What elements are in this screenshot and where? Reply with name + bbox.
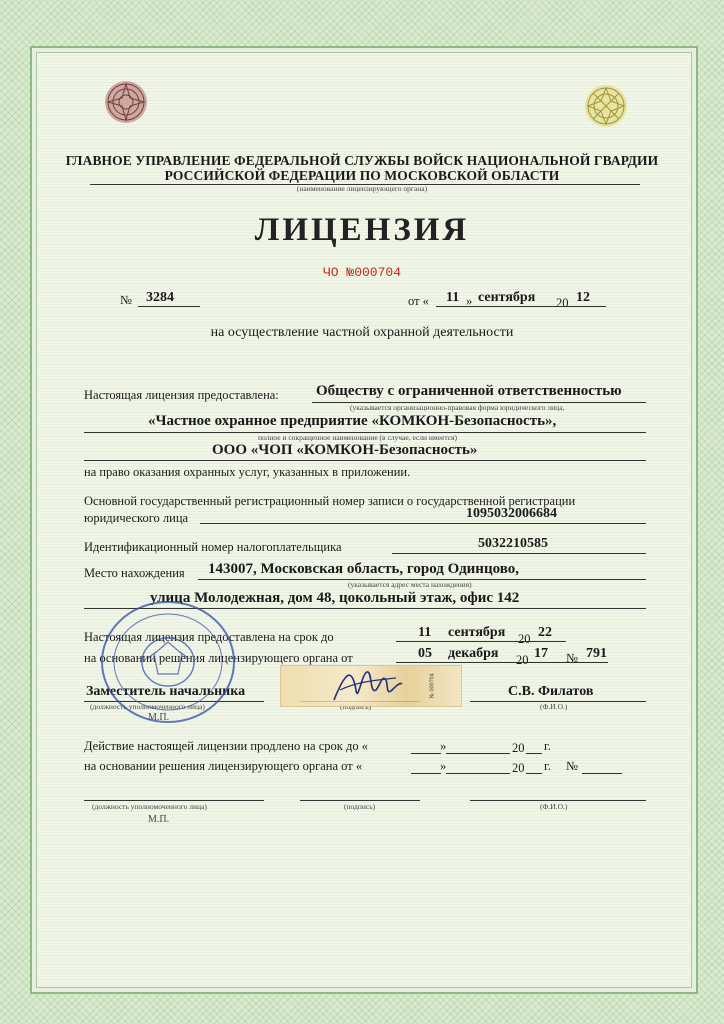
ogrn-value: 1095032006684 <box>466 506 557 521</box>
ext-line1-a: Действие настоящей лицензии продлено на срок до « <box>84 739 368 753</box>
inn-value: 5032210585 <box>478 536 548 551</box>
date-month: сентября <box>478 290 536 305</box>
granted-line-3: ООО «ЧОП «КОМКОН-Безопасность» <box>212 442 478 458</box>
term-day: 11 <box>418 625 432 640</box>
date-year-prefix: 20 <box>556 296 569 310</box>
date-quote: » <box>466 294 473 308</box>
granted-label: Настоящая лицензия предоставлена: <box>84 388 279 402</box>
left-rosette-emblem <box>104 80 148 124</box>
ogrn-label-2: юридического лица <box>84 511 189 525</box>
inn-label: Идентификационный номер налогоплательщика <box>84 540 342 554</box>
ext-line2-e: № <box>566 759 578 773</box>
round-seal <box>96 596 246 726</box>
number-label: № <box>120 293 132 307</box>
series-number: ЧО №000704 <box>322 265 401 280</box>
ext-mp: М.П. <box>148 814 170 825</box>
decision-no: 791 <box>586 646 607 661</box>
authority-caption: (наименование лицензирующего органа) <box>296 184 428 193</box>
granted-caption-2: полное и сокращенное наименование (в случае, если имеется) <box>258 433 457 442</box>
decision-day: 05 <box>418 646 432 661</box>
authority-line-1: ГЛАВНОЕ УПРАВЛЕНИЕ ФЕДЕРАЛЬНОЙ СЛУЖБЫ ВОЙСК НАЦИОНАЛЬНОЙ ГВАРДИИ <box>65 153 659 168</box>
ext-line2-d: г. <box>544 759 551 773</box>
decision-year: 17 <box>534 646 548 661</box>
hologram-serial: № 000704 <box>429 673 436 699</box>
decision-no-label: № <box>566 651 578 665</box>
signer-position-caption: (должность уполномоченного лица) <box>90 702 205 711</box>
signer-name: С.В. Филатов <box>508 684 594 699</box>
ext-position-caption: (должность уполномоченного лица) <box>92 802 207 811</box>
term-year: 22 <box>538 625 552 640</box>
address-caption: (указывается адрес места нахождения) <box>348 580 472 589</box>
right-rosette-emblem <box>584 84 628 128</box>
term-label-1: Настоящая лицензия предоставлена на срок до <box>84 630 334 644</box>
ext-signature-caption: (подпись) <box>344 802 376 811</box>
document-title: ЛИЦЕНЗИЯ <box>254 212 470 248</box>
license-subject: на осуществление частной охранной деятельности <box>210 325 514 340</box>
ext-line2-c: 20 <box>512 761 525 775</box>
date-day: 11 <box>446 290 460 305</box>
ext-line1-c: 20 <box>512 741 525 755</box>
term-year-prefix: 20 <box>518 632 531 646</box>
address-label: Место нахождения <box>84 566 185 580</box>
decision-year-prefix: 20 <box>516 653 529 667</box>
decision-month: декабря <box>448 646 499 661</box>
address-line-2: улица Молодежная, дом 48, цокольный этаж, офис 142 <box>150 590 520 606</box>
granted-line-1: Обществу с ограниченной ответственностью <box>316 383 622 399</box>
ext-line2-b: » <box>440 759 447 773</box>
ogrn-label-1: Основной государственный регистрационный номер записи о государственной регистрации <box>84 494 576 508</box>
ext-line1-d: г. <box>544 739 551 753</box>
license-number: 3284 <box>146 290 174 305</box>
authority-line-2: РОССИЙСКОЙ ФЕДЕРАЦИИ ПО МОСКОВСКОЙ ОБЛАСТИ <box>164 168 560 183</box>
ext-line1-b: » <box>440 739 447 753</box>
ext-line2-a: на основании решения лицензирующего органа от « <box>84 759 363 773</box>
date-prefix: от « <box>408 294 429 308</box>
date-year: 12 <box>576 290 590 305</box>
term-month: сентября <box>448 625 506 640</box>
signer-name-caption: (Ф.И.О.) <box>540 702 568 711</box>
ext-name-caption: (Ф.И.О.) <box>540 802 568 811</box>
granted-caption-1: (указывается организационно-правовая форма юридического лица, <box>350 403 565 412</box>
granted-right: на право оказания охранных услуг, указанных в приложении. <box>84 465 411 479</box>
signer-mp: М.П. <box>148 712 170 723</box>
granted-line-2: «Частное охранное предприятие «КОМКОН-Безопасность», <box>148 413 557 429</box>
handwritten-signature <box>326 660 406 710</box>
address-line-1: 143007, Московская область, город Одинцово, <box>208 561 519 577</box>
signer-position: Заместитель начальника <box>86 684 246 699</box>
term-label-2: на основании решения лицензирующего органа от <box>84 651 353 665</box>
